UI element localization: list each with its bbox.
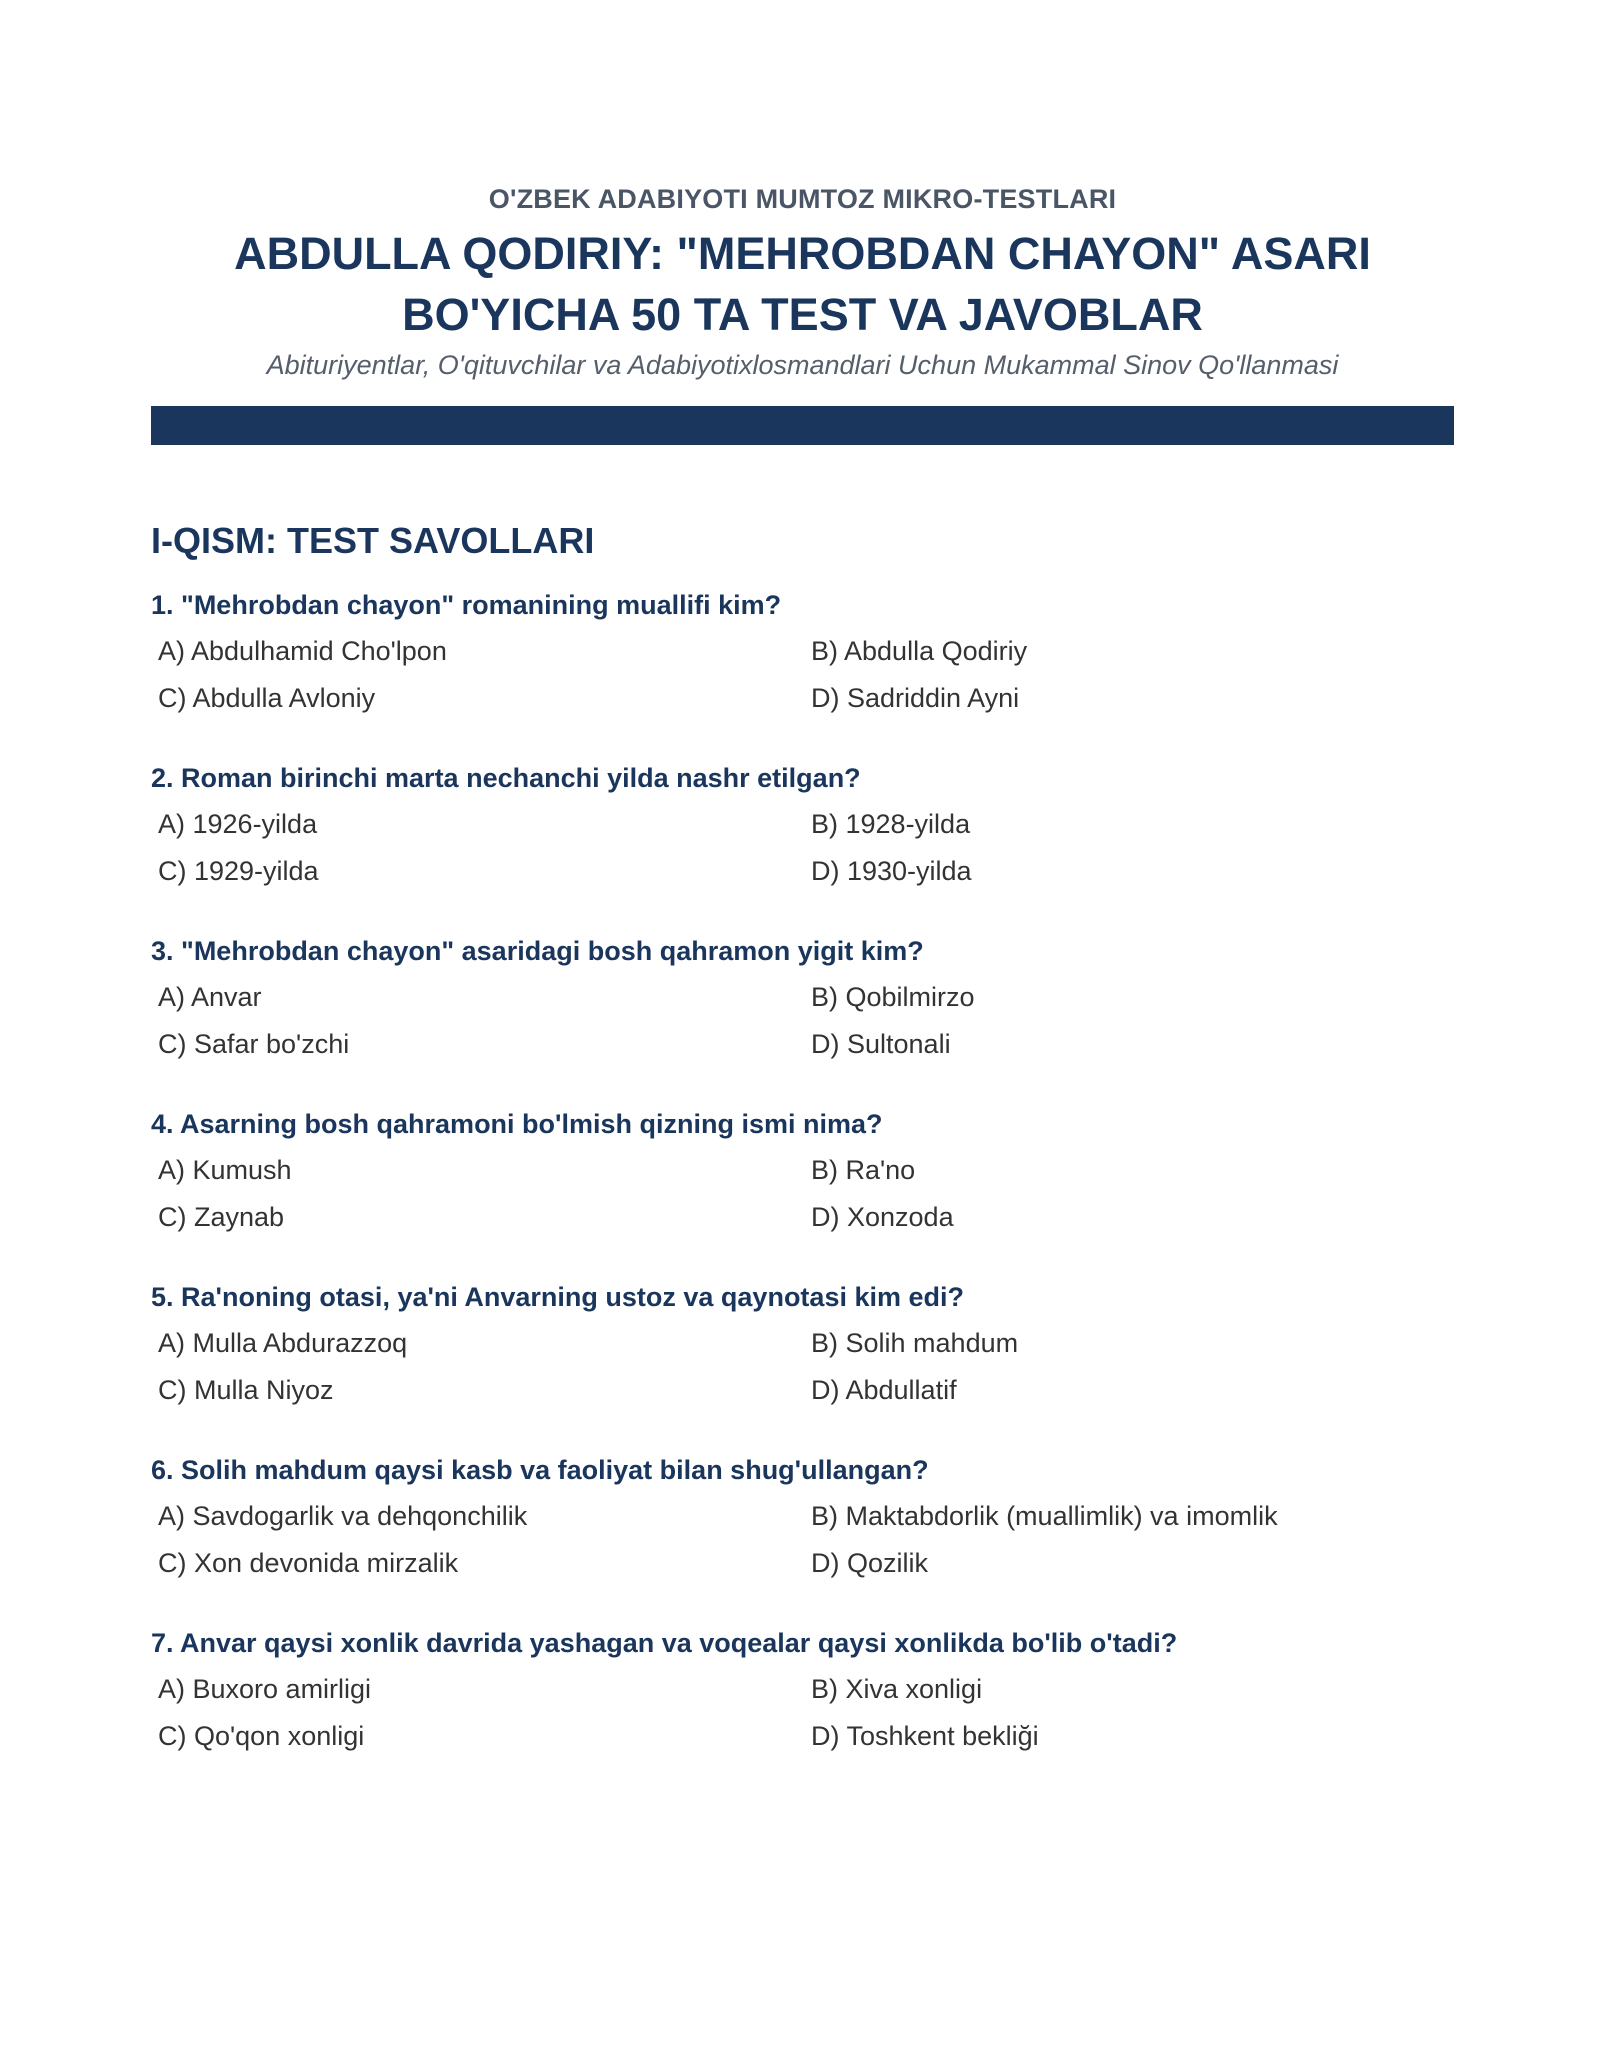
question-text: 1. "Mehrobdan chayon" romanining muallifi kim?	[151, 590, 782, 620]
option-c: C) 1929-yilda	[158, 856, 319, 886]
option-d: D) Abdullatif	[811, 1375, 957, 1405]
document-subtitle: Abituriyentlar, O'qituvchilar va Adabiyotixlosmandlari Uchun Mukammal Sinov Qo'llanmasi	[266, 350, 1339, 380]
option-d: D) Sadriddin Ayni	[811, 683, 1020, 713]
answer-options	[151, 1326, 1454, 1407]
option-d: D) Xonzoda	[811, 1202, 954, 1232]
title-line-2: BO'YICHA 50 TA TEST VA JAVOBLAR	[402, 289, 1203, 340]
option-c: C) Safar bo'zchi	[158, 1029, 350, 1059]
question-text: 4. Asarning bosh qahramoni bo'lmish qizning ismi nima?	[151, 1109, 883, 1139]
question-text: 3. "Mehrobdan chayon" asaridagi bosh qahramon yigit kim?	[151, 936, 924, 966]
answer-options	[151, 1672, 1454, 1753]
option-a: A) Abdulhamid Cho'lpon	[158, 636, 447, 666]
option-a: A) Buxoro amirligi	[158, 1674, 372, 1704]
option-a: A) Kumush	[158, 1155, 292, 1185]
option-a: A) Savdogarlik va dehqonchilik	[158, 1501, 528, 1531]
question-text: 7. Anvar qaysi xonlik davrida yashagan va voqealar qaysi xonlikda bo'lib o'tadi?	[151, 1628, 1178, 1658]
document-title	[151, 223, 1454, 345]
question-text: 5. Ra'noning otasi, ya'ni Anvarning ustoz va qaynotasi kim edi?	[151, 1282, 964, 1312]
answer-options	[151, 1499, 1454, 1580]
answer-options	[151, 1153, 1454, 1234]
option-c: C) Mulla Niyoz	[158, 1375, 334, 1405]
option-c: C) Zaynab	[158, 1202, 285, 1232]
section-title: I-QISM: TEST SAVOLLARI	[151, 520, 595, 561]
option-b: B) Abdulla Qodiriy	[811, 636, 1028, 666]
answer-options	[151, 634, 1454, 715]
option-a: A) Anvar	[158, 982, 262, 1012]
header-kicker: O'ZBEK ADABIYOTI MUMTOZ MIKRO-TESTLARI	[488, 184, 1117, 214]
question-3	[151, 934, 1454, 1061]
option-d: D) Qozilik	[811, 1548, 929, 1578]
document-header	[151, 0, 1454, 381]
answer-options	[151, 807, 1454, 888]
option-d: D) Sultonali	[811, 1029, 951, 1059]
option-b: B) 1928-yilda	[811, 809, 971, 839]
option-b: B) Qobilmirzo	[811, 982, 975, 1012]
header-divider-band	[151, 406, 1454, 445]
option-b: B) Solih mahdum	[811, 1328, 1019, 1358]
option-a: A) Mulla Abdurazzoq	[158, 1328, 408, 1358]
option-c: C) Qo'qon xonligi	[158, 1721, 365, 1751]
option-a: A) 1926-yilda	[158, 809, 318, 839]
option-b: B) Ra'no	[811, 1155, 916, 1185]
title-line-1: ABDULLA QODIRIY: "MEHROBDAN CHAYON" ASARI	[234, 228, 1371, 279]
question-4	[151, 1107, 1454, 1234]
option-d: D) 1930-yilda	[811, 856, 972, 886]
option-d: D) Toshkent bekliği	[811, 1721, 1039, 1751]
option-b: B) Maktabdorlik (muallimlik) va imomlik	[811, 1501, 1278, 1531]
question-7	[151, 1626, 1454, 1753]
question-1	[151, 588, 1454, 715]
question-text: 6. Solih mahdum qaysi kasb va faoliyat bilan shug'ullangan?	[151, 1455, 929, 1485]
question-5	[151, 1280, 1454, 1407]
question-6	[151, 1453, 1454, 1580]
question-2	[151, 761, 1454, 888]
option-b: B) Xiva xonligi	[811, 1674, 983, 1704]
option-c: C) Abdulla Avloniy	[158, 683, 376, 713]
answer-options	[151, 980, 1454, 1061]
question-text: 2. Roman birinchi marta nechanchi yilda nashr etilgan?	[151, 763, 861, 793]
option-c: C) Xon devonida mirzalik	[158, 1548, 459, 1578]
document-page	[151, 0, 1454, 1753]
